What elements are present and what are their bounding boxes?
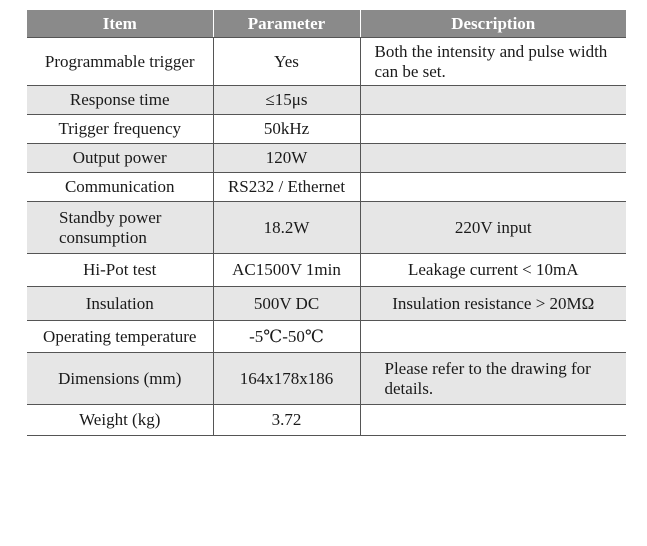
cell-parameter: 500V DC (213, 287, 360, 321)
header-parameter: Parameter (213, 10, 360, 38)
cell-item: Weight (kg) (27, 405, 213, 436)
table-row (27, 353, 626, 405)
table-row (27, 287, 626, 321)
cell-item: Programmable trigger (27, 38, 213, 86)
table-row (27, 321, 626, 353)
cell-item: Dimensions (mm) (27, 353, 213, 405)
cell-description (360, 86, 626, 115)
table-header (27, 10, 626, 38)
cell-description: Both the intensity and pulse width can be set. (360, 38, 626, 86)
cell-parameter: 18.2W (213, 202, 360, 254)
cell-parameter: AC1500V 1min (213, 254, 360, 287)
cell-description: Please refer to the drawing for details. (360, 353, 626, 405)
cell-description: Leakage current < 10mA (360, 254, 626, 287)
specification-table (27, 10, 626, 436)
header-description: Description (360, 10, 626, 38)
cell-parameter: 164x178x186 (213, 353, 360, 405)
cell-item: Hi-Pot test (27, 254, 213, 287)
cell-description (360, 144, 626, 173)
cell-description: Insulation resistance > 20MΩ (360, 287, 626, 321)
cell-item: Insulation (27, 287, 213, 321)
cell-item: Operating temperature (27, 321, 213, 353)
cell-parameter: Yes (213, 38, 360, 86)
cell-item: Output power (27, 144, 213, 173)
cell-parameter: 3.72 (213, 405, 360, 436)
cell-parameter: -5℃-50℃ (213, 321, 360, 353)
header-item: Item (27, 10, 213, 38)
table-row (27, 173, 626, 202)
cell-parameter: 50kHz (213, 115, 360, 144)
header-row (27, 10, 626, 38)
cell-description (360, 321, 626, 353)
table-row (27, 86, 626, 115)
table-row (27, 38, 626, 86)
cell-item: Trigger frequency (27, 115, 213, 144)
table-row (27, 202, 626, 254)
cell-item: Communication (27, 173, 213, 202)
table-row (27, 115, 626, 144)
cell-parameter: RS232 / Ethernet (213, 173, 360, 202)
cell-description (360, 405, 626, 436)
cell-parameter: 120W (213, 144, 360, 173)
table-body (27, 38, 626, 436)
cell-description: 220V input (360, 202, 626, 254)
table-row (27, 254, 626, 287)
cell-item: Standby power consumption (27, 202, 213, 254)
cell-item: Response time (27, 86, 213, 115)
cell-parameter: ≤15μs (213, 86, 360, 115)
cell-description (360, 173, 626, 202)
table-row (27, 144, 626, 173)
table-row (27, 405, 626, 436)
cell-description (360, 115, 626, 144)
